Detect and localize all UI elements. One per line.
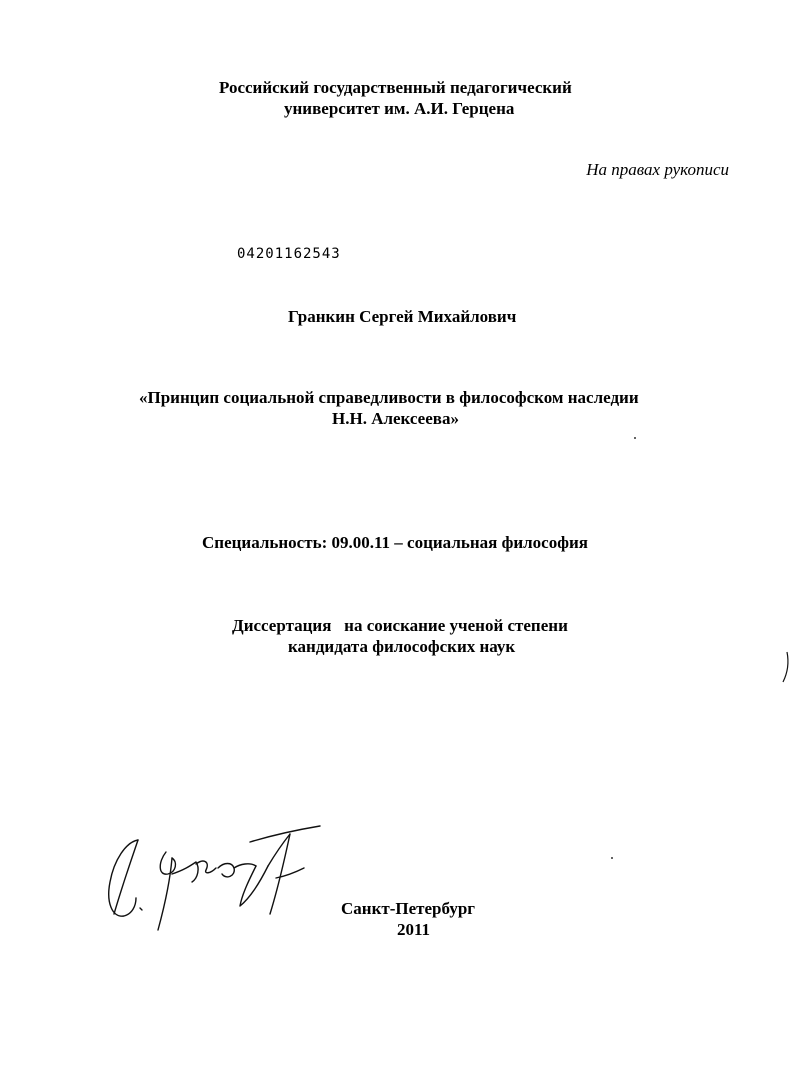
handwritten-signature-icon <box>100 822 330 940</box>
dissertation-title-line2: Н.Н. Алексеева» <box>332 409 459 428</box>
institution-name-line2: университет им. А.И. Герцена <box>284 99 515 118</box>
margin-pen-mark <box>781 650 791 684</box>
year: 2011 <box>397 920 431 939</box>
manuscript-rights-note: На правах рукописи <box>586 160 729 179</box>
degree-statement-line2: кандидата философских наук <box>288 637 516 656</box>
author-name: Гранкин Сергей Михайлович <box>288 307 517 326</box>
dissertation-title-line1: «Принцип социальной справедливости в философском наследии <box>139 388 639 407</box>
institution-name-line1: Российский государственный педагогический <box>219 78 572 97</box>
catalog-number: 04201162543 <box>237 246 341 262</box>
scan-speck <box>634 437 636 439</box>
degree-statement-line1: Диссертация на соискание ученой степени <box>232 616 568 635</box>
scan-speck <box>611 857 613 859</box>
specialty-line: Специальность: 09.00.11 – социальная философия <box>202 533 588 552</box>
city: Санкт-Петербург <box>341 899 476 918</box>
